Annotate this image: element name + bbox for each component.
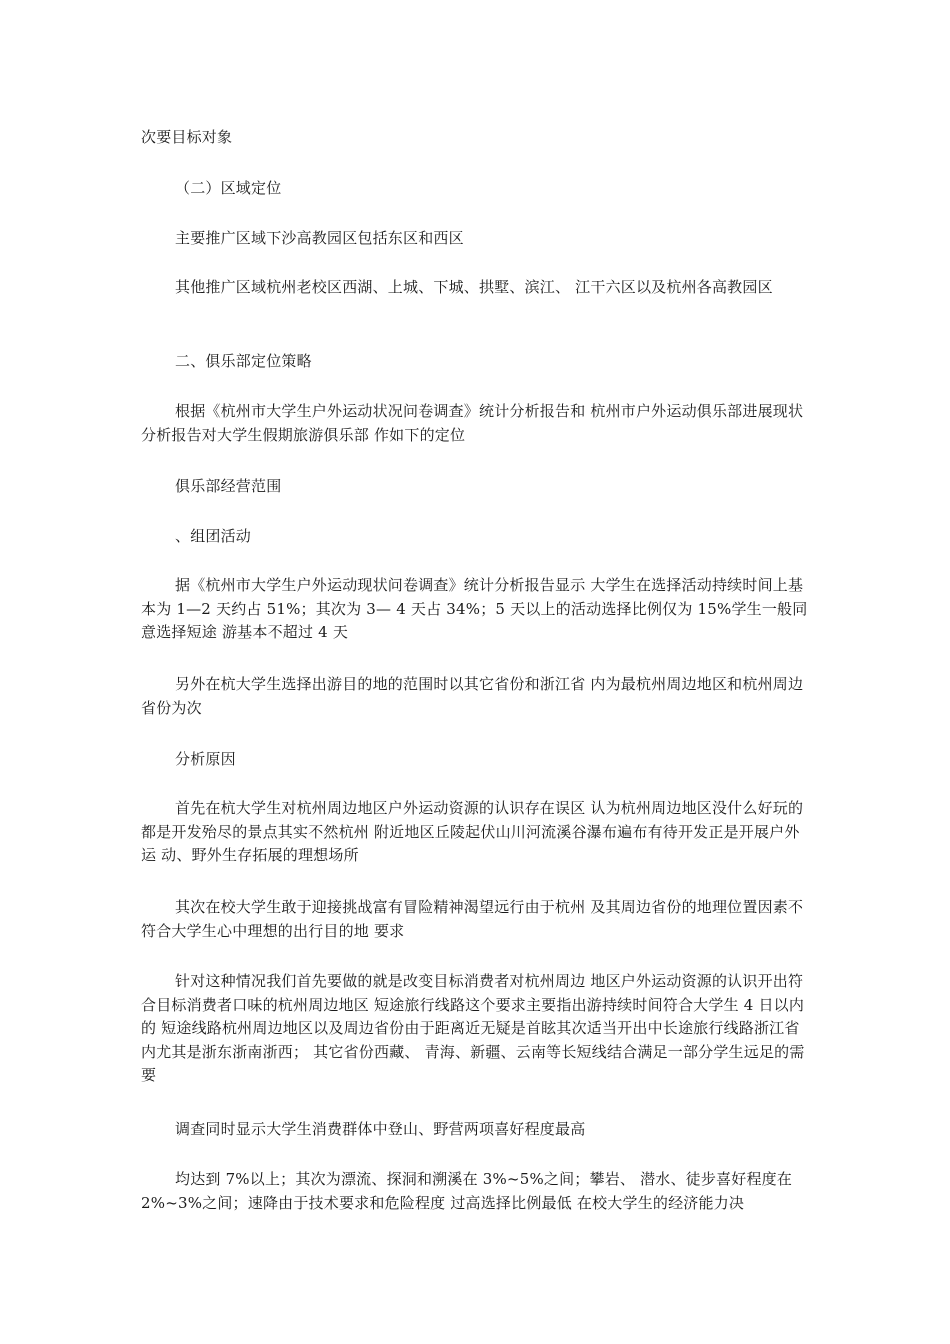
paragraph-other-promotion-area: 其他推广区域杭州老校区西湖、上城、下城、拱墅、滨江、 江干六区以及杭州各高教园区 bbox=[175, 278, 773, 296]
paragraph-survey-duration: 据《杭州市大学生户外运动现状问卷调查》统计分析报告显示 大学生在选择活动持续时间上基本为 1—2 天约占 51%；其次为 3— 4 天占 34%；5 天以上的活动选择比例仅为 15%学生一般同意选择短途 游基本不超过 4 天 bbox=[141, 576, 808, 641]
paragraph-response-plan: 针对这种情况我们首先要做的就是改变目标消费者对杭州周边 地区户外运动资源的认识开出符合目标消费者口味的杭州周边地区 短途旅行线路这个要求主要指出游持续时间符合大学生 4 日以内的 短途线路杭州周边地区以及周边省份由于距离近无疑是首眩其次适当开出中长途旅行线路浙江省内尤其是浙东浙南浙西； 其它省份西藏、 青海、新疆、云南等长短线结合满足一部分学生远足的需要 bbox=[141, 972, 805, 1084]
heading-analysis-reasons: 分析原因 bbox=[175, 750, 236, 768]
heading-club-positioning-strategy: 二、俱乐部定位策略 bbox=[175, 352, 312, 370]
paragraph-reason-first: 首先在杭大学生对杭州周边地区户外运动资源的认识存在误区 认为杭州周边地区没什么好玩的都是开发殆尽的景点其实不然杭州 附近地区丘陵起伏山川河流溪谷瀑布遍布有待开发正是开展户外运 动、野外生存拓展的理想场所 bbox=[141, 799, 804, 864]
heading-business-scope: 俱乐部经营范围 bbox=[175, 477, 282, 495]
paragraph-survey-preferences: 调查同时显示大学生消费群体中登山、野营两项喜好程度最高 bbox=[175, 1120, 586, 1138]
paragraph-reason-second: 其次在校大学生敢于迎接挑战富有冒险精神渴望远行由于杭州 及其周边省份的地理位置因素不符合大学生心中理想的出行目的地 要求 bbox=[141, 898, 804, 940]
heading-regional-positioning: （二）区域定位 bbox=[175, 179, 282, 197]
paragraph-preference-percentages: 均达到 7%以上；其次为漂流、探洞和溯溪在 3%~5%之间；攀岩、 潜水、徒步喜好程度在 2%~3%之间；速降由于技术要求和危险程度 过高选择比例最低 在校大学生的经济能力决 bbox=[141, 1170, 793, 1212]
paragraph-secondary-target: 次要目标对象 bbox=[141, 128, 233, 146]
paragraph-positioning-basis: 根据《杭州市大学生户外运动状况问卷调查》统计分析报告和 杭州市户外运动俱乐部进展现状分析报告对大学生假期旅游俱乐部 作如下的定位 bbox=[141, 402, 804, 444]
paragraph-main-promotion-area: 主要推广区域下沙高教园区包括东区和西区 bbox=[175, 229, 464, 247]
heading-group-activities: 、组团活动 bbox=[175, 527, 252, 545]
paragraph-destination-range: 另外在杭大学生选择出游目的地的范围时以其它省份和浙江省 内为最杭州周边地区和杭州周边省份为次 bbox=[141, 675, 804, 717]
